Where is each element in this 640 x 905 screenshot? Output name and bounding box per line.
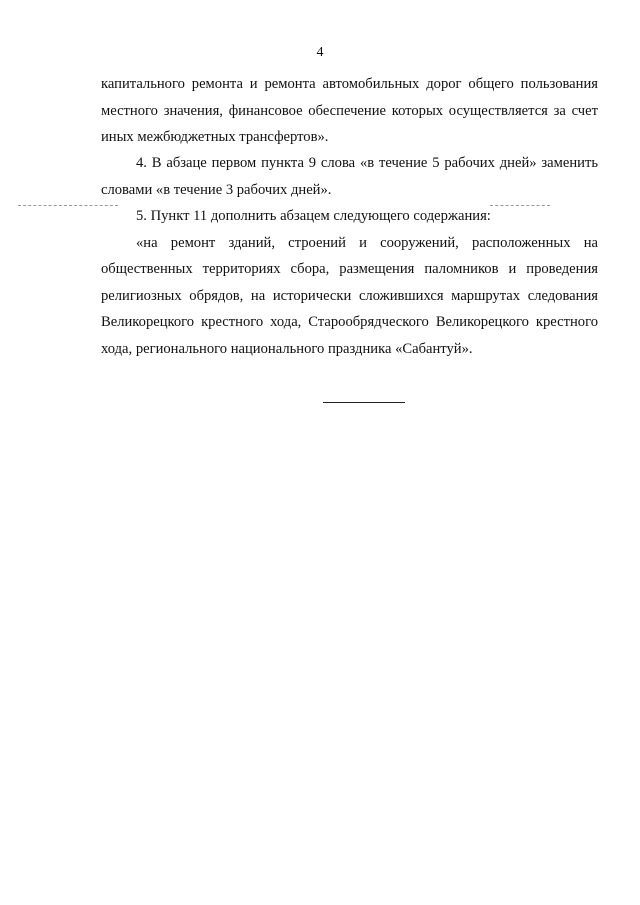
item-4-paragraph <box>101 150 598 203</box>
item-5-section <box>101 203 598 362</box>
continuation-text: капитального ремонта и ремонта автомобильных дорог общего пользования местного значения, финансовое обеспечение которых осуществляется за счет иных межбюджетных трансфертов». <box>101 76 598 145</box>
item-4-text: 4. В абзаце первом пункта 9 слова «в течение 5 рабочих дней» заменить словами «в течение 3 рабочих дней». <box>101 155 598 198</box>
page-number: 4 <box>316 45 324 60</box>
continuation-paragraph <box>101 71 598 151</box>
item-5-quote: «на ремонт зданий, строений и сооружений, расположенных на общественных территориях сбора, размещения паломников и проведения религиозных обрядов, на исторически сложившихся маршрутах следования Великорецкого крестного хода, Старообрядческого Великорецкого крестного хода, регионального национального праздника «Сабантуй». <box>101 234 598 357</box>
end-of-document-rule <box>323 402 405 403</box>
item-5-intro: 5. Пункт 11 дополнить абзацем следующего содержания: <box>136 208 491 224</box>
